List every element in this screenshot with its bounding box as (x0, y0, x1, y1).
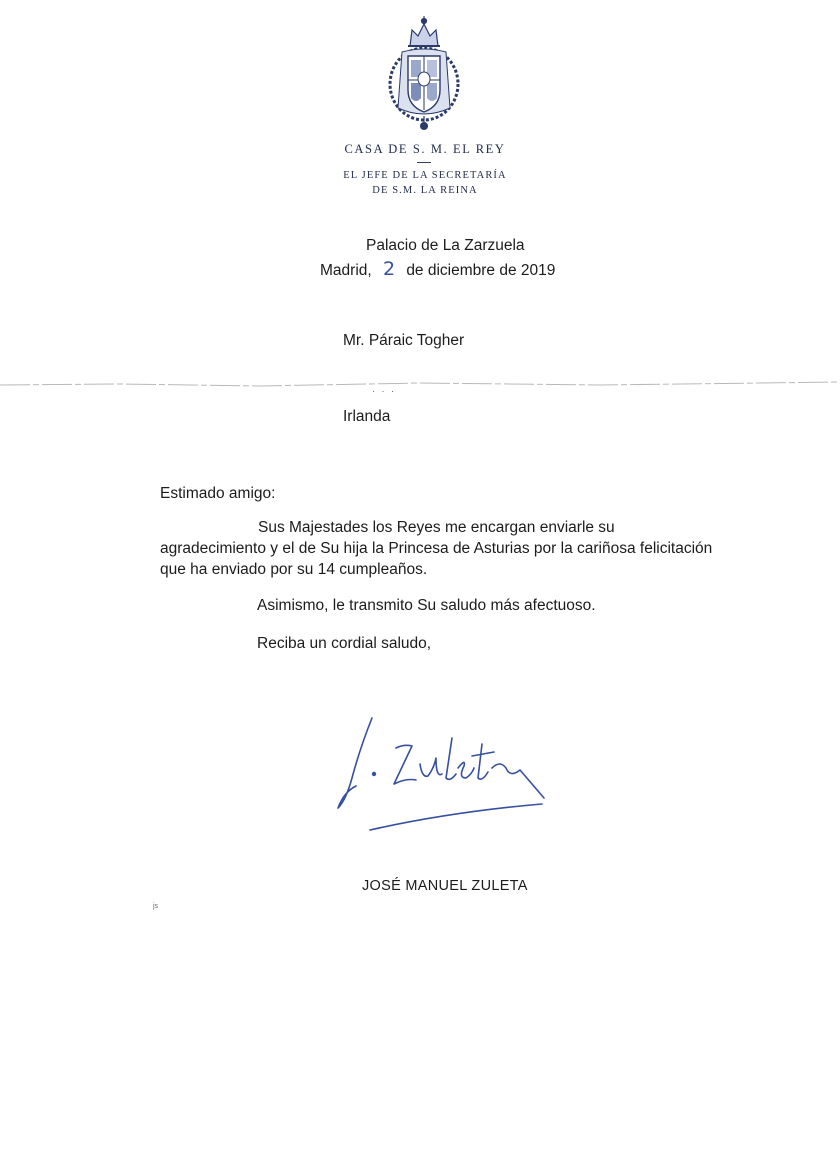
body-paragraph-2: Asimismo, le transmito Su saludo más afectuoso. (257, 597, 596, 614)
recipient-address-marks: · · · (372, 386, 396, 396)
reference-initials: js (153, 903, 159, 910)
letterhead-divider (417, 162, 431, 163)
recipient-country: Irlanda (343, 408, 391, 425)
letterhead-title: CASA DE S. M. EL REY (344, 142, 506, 156)
signatory-name: JOSÉ MANUEL ZULETA (362, 878, 528, 894)
date-month-year: de diciembre de 2019 (406, 262, 556, 279)
letterhead-office: EL JEFE DE LA SECRETARÍA (343, 170, 507, 181)
fold-line (0, 378, 840, 392)
letterhead-office-queen: DE S.M. LA REINA (372, 185, 478, 196)
closing-line: Reciba un cordial saludo, (257, 635, 432, 652)
letter-date (320, 258, 555, 280)
handwritten-signature (330, 708, 560, 838)
letter-place: Palacio de La Zarzuela (366, 237, 525, 254)
salutation: Estimado amigo: (160, 485, 276, 502)
recipient-name: Mr. Páraic Togher (343, 332, 465, 349)
date-city: Madrid, (320, 262, 372, 279)
body-paragraph-1 (160, 517, 720, 580)
royal-coat-of-arms-icon (384, 16, 464, 132)
date-day-handwritten: 2 (382, 258, 396, 280)
body-paragraph-1-text: Sus Majestades los Reyes me encargan enviarle su agradecimiento y el de Su hija la Princesa de Asturias por la cariñosa felicitación que ha enviado por su 14 cumpleaños. (160, 519, 713, 578)
